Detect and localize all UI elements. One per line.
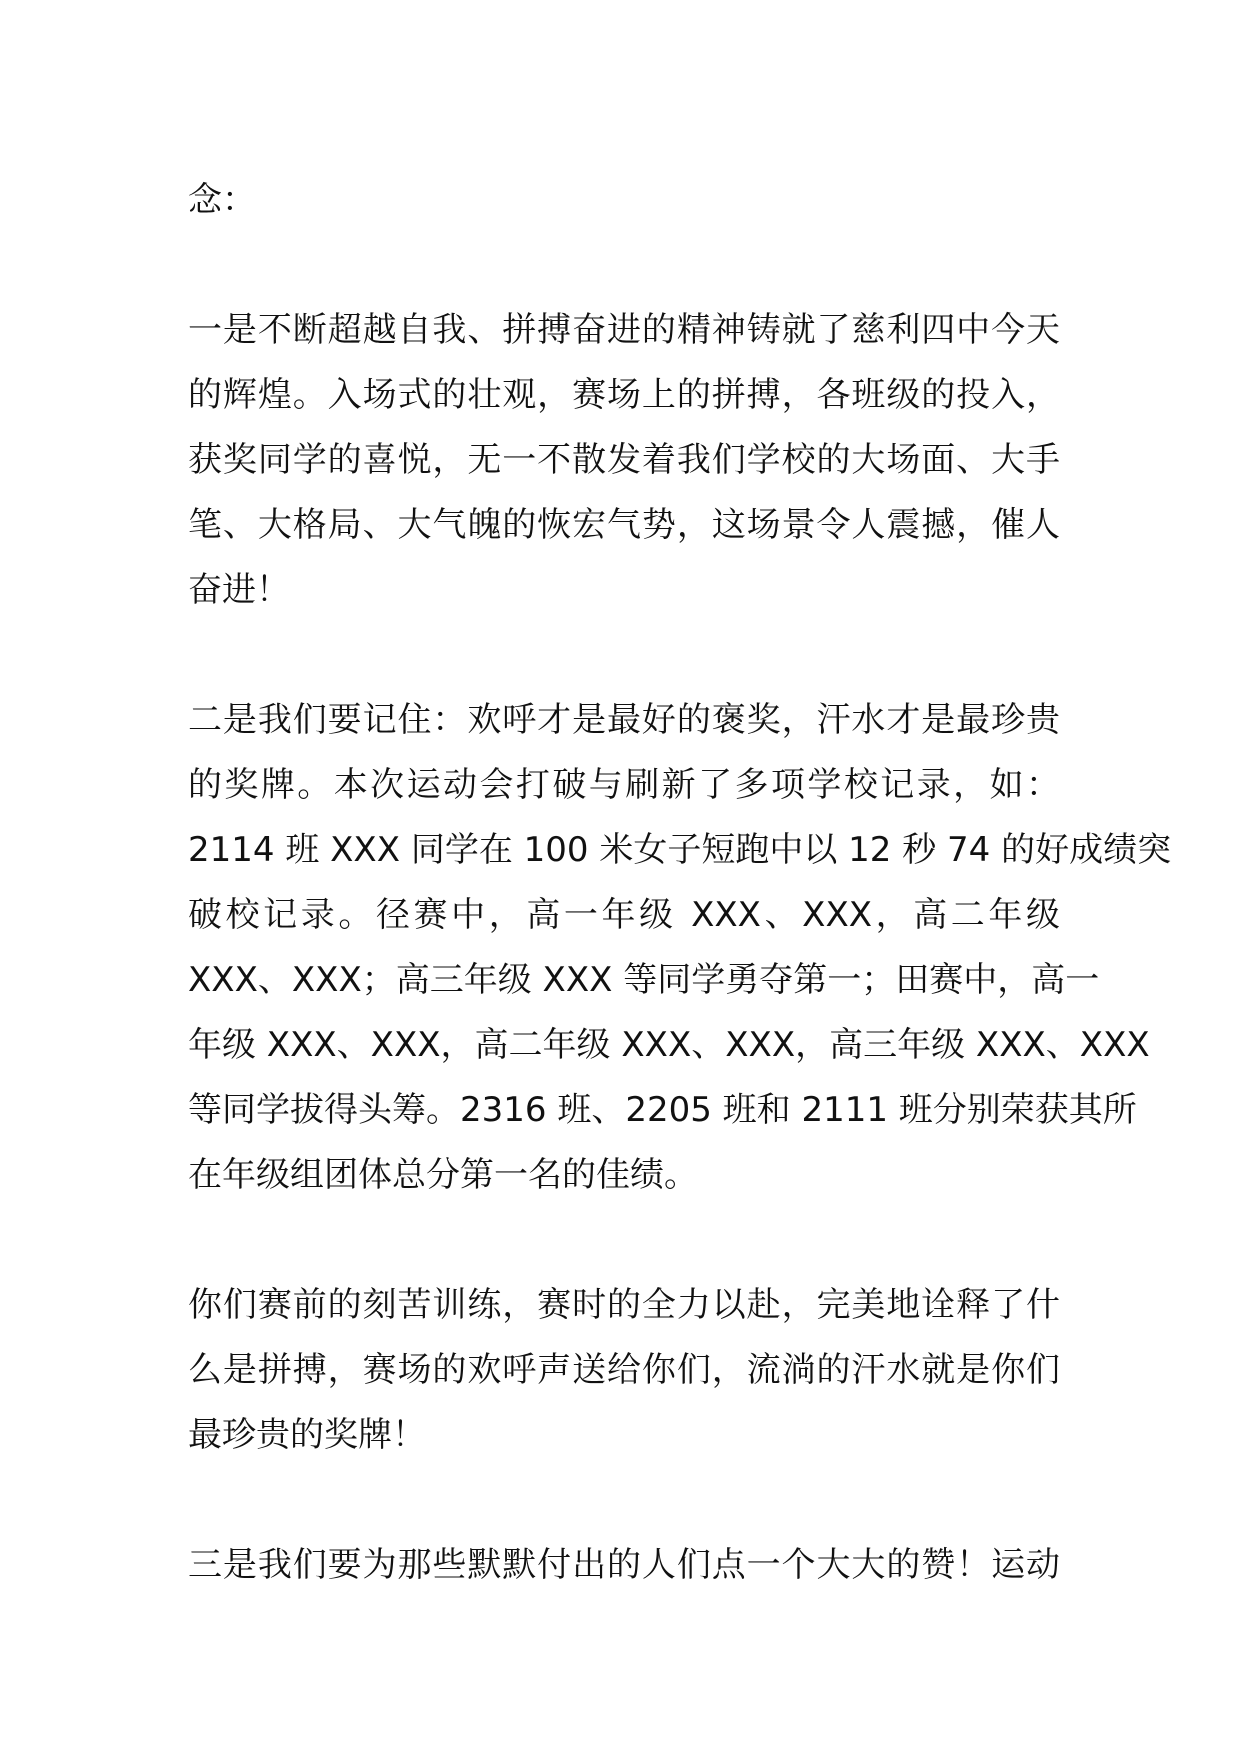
text-line: 在年级组团体总分第一名的佳绩。 <box>188 1155 698 1195</box>
text-line: 获奖同学的喜悦，无一不散发着我们学校的大场面、大手 <box>188 440 1060 480</box>
paragraph-point-three <box>188 1533 1060 1598</box>
text-line: 一是不断超越自我、拼搏奋进的精神铸就了慈利四中今天 <box>188 310 1060 350</box>
document-body <box>188 168 1172 1598</box>
text-line: 三是我们要为那些默默付出的人们点一个大大的赞！运动 <box>188 1545 1060 1585</box>
paragraph-intro <box>188 168 1060 233</box>
text-line: 破校记录。径赛中，高一年级 XXX、XXX，高二年级 <box>188 895 1060 935</box>
text-line: 最珍贵的奖牌！ <box>188 1415 426 1455</box>
text-line: 2114 班 XXX 同学在 100 米女子短跑中以 12 秒 74 的好成绩突 <box>188 830 1172 870</box>
text-line: XXX、XXX；高三年级 XXX 等同学勇夺第一；田赛中，高一 <box>188 960 1100 1000</box>
text-line: 二是我们要记住：欢呼才是最好的褒奖，汗水才是最珍贵 <box>188 700 1060 740</box>
text-line: 奋进！ <box>188 570 290 610</box>
paragraph-gap <box>188 1468 1060 1533</box>
text-line: 的辉煌。入场式的壮观，赛场上的拼搏，各班级的投入， <box>188 375 1060 415</box>
paragraph-gap <box>188 1208 1060 1273</box>
text-line: 等同学拔得头筹。2316 班、2205 班和 2111 班分别荣获其所 <box>188 1090 1137 1130</box>
paragraph-point-one <box>188 298 1060 623</box>
text-line: 笔、大格局、大气魄的恢宏气势，这场景令人震撼，催人 <box>188 505 1060 545</box>
paragraph-gap <box>188 233 1060 298</box>
text-line: 年级 XXX、XXX，高二年级 XXX、XXX，高三年级 XXX、XXX <box>188 1025 1150 1065</box>
text-line: 么是拼搏，赛场的欢呼声送给你们，流淌的汗水就是你们 <box>188 1350 1060 1390</box>
paragraph-point-two <box>188 688 1172 1208</box>
paragraph-training <box>188 1273 1060 1468</box>
text-line: 你们赛前的刻苦训练，赛时的全力以赴，完美地诠释了什 <box>188 1285 1060 1325</box>
paragraph-gap <box>188 623 1060 688</box>
text-line: 的奖牌。本次运动会打破与刷新了多项学校记录，如： <box>188 765 1060 805</box>
text-line: 念： <box>188 180 256 220</box>
